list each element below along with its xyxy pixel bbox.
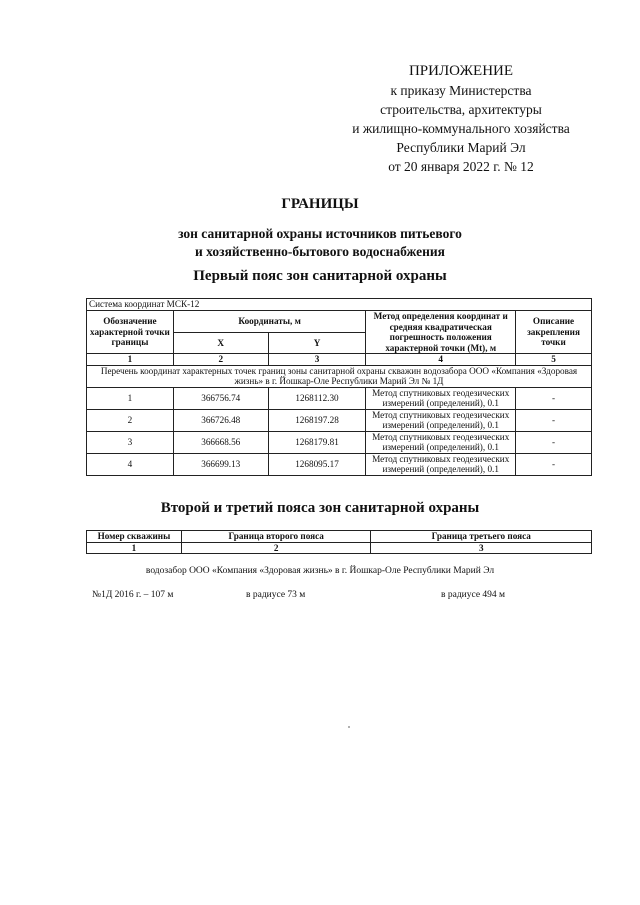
document-title: ГРАНИЦЫ bbox=[281, 196, 359, 212]
header-well-number: Номер скважины bbox=[87, 531, 182, 543]
cell-y: 1268095.17 bbox=[268, 453, 366, 475]
column-number: 1 bbox=[87, 354, 174, 366]
cell-desc: - bbox=[516, 453, 592, 475]
column-number: 2 bbox=[181, 542, 371, 554]
header-zone3: Граница третьего пояса bbox=[371, 531, 592, 543]
column-number: 1 bbox=[87, 542, 182, 554]
appendix-line: к приказу Министерства bbox=[390, 83, 532, 98]
appendix-line: и жилищно-коммунального хозяйства bbox=[352, 121, 570, 136]
cell-y: 1268179.81 bbox=[268, 431, 366, 453]
cell-method: Метод спутниковых геодезических измерений (определений), 0.1 bbox=[366, 453, 516, 475]
table-row bbox=[87, 431, 592, 453]
first-zone-table bbox=[86, 298, 592, 476]
section2-heading: Второй и третий пояса зон санитарной охраны bbox=[160, 500, 480, 516]
appendix-line: Республики Марий Эл bbox=[396, 140, 526, 155]
subtitle-line: зон санитарной охраны источников питьевого bbox=[178, 226, 462, 241]
header-y: Y bbox=[268, 332, 366, 354]
cell-desc: - bbox=[516, 387, 592, 409]
document-subtitle bbox=[0, 225, 640, 261]
cell-point: 4 bbox=[87, 453, 174, 475]
coord-system: Система координат МСК-12 bbox=[87, 299, 592, 311]
cell-x: 366756.74 bbox=[173, 387, 268, 409]
list-caption: Перечень координат характерных точек границ зоны санитарной охраны скважин водозабора ООО «Компания «Здоровая жизнь» в г. Йошкар-Оле Республики Марий Эл № 1Д bbox=[87, 365, 592, 387]
well-zone2: в радиусе 73 м bbox=[246, 590, 306, 600]
cell-method: Метод спутниковых геодезических измерений (определений), 0.1 bbox=[366, 409, 516, 431]
well-zone3: в радиусе 494 м bbox=[441, 590, 506, 600]
cell-point: 3 bbox=[87, 431, 174, 453]
cell-method: Метод спутниковых геодезических измерений (определений), 0.1 bbox=[366, 387, 516, 409]
header-method: Метод определения координат и средняя квадратическая погрешность положения характерной точки (Mt), м bbox=[366, 311, 516, 354]
column-number: 3 bbox=[371, 542, 592, 554]
cell-x: 366726.48 bbox=[173, 409, 268, 431]
header-x: X bbox=[173, 332, 268, 354]
header-zone2: Граница второго пояса bbox=[181, 531, 371, 543]
well-number: №1Д 2016 г. – 107 м bbox=[92, 590, 174, 600]
table-row bbox=[87, 409, 592, 431]
section1-heading: Первый пояс зон санитарной охраны bbox=[193, 268, 447, 284]
column-number: 4 bbox=[366, 354, 516, 366]
header-point: Обозначение характерной точки границы bbox=[87, 311, 174, 354]
column-number: 5 bbox=[516, 354, 592, 366]
cell-point: 2 bbox=[87, 409, 174, 431]
appendix-line: от 20 января 2022 г. № 12 bbox=[388, 159, 534, 174]
appendix-line: строительства, архитектуры bbox=[380, 102, 542, 117]
header-description: Описание закрепления точки bbox=[516, 311, 592, 354]
cell-point: 1 bbox=[87, 387, 174, 409]
second-third-zone-table bbox=[86, 530, 592, 554]
header-coords: Координаты, м bbox=[173, 311, 366, 333]
cell-desc: - bbox=[516, 431, 592, 453]
well-group-title: водозабор ООО «Компания «Здоровая жизнь» в г. Йошкар-Оле Республики Марий Эл bbox=[145, 566, 495, 576]
column-number: 2 bbox=[173, 354, 268, 366]
appendix-title: ПРИЛОЖЕНИЕ bbox=[408, 63, 514, 79]
cell-desc: - bbox=[516, 409, 592, 431]
cell-y: 1268197.28 bbox=[268, 409, 366, 431]
table-row bbox=[87, 387, 592, 409]
cell-x: 366699.13 bbox=[173, 453, 268, 475]
column-number: 3 bbox=[268, 354, 366, 366]
cell-method: Метод спутниковых геодезических измерений (определений), 0.1 bbox=[366, 431, 516, 453]
table-row bbox=[87, 453, 592, 475]
appendix-block bbox=[330, 62, 592, 176]
subtitle-line: и хозяйственно-бытового водоснабжения bbox=[195, 244, 445, 259]
cell-x: 366668.56 bbox=[173, 431, 268, 453]
cell-y: 1268112.30 bbox=[268, 387, 366, 409]
scan-dot bbox=[348, 726, 350, 728]
